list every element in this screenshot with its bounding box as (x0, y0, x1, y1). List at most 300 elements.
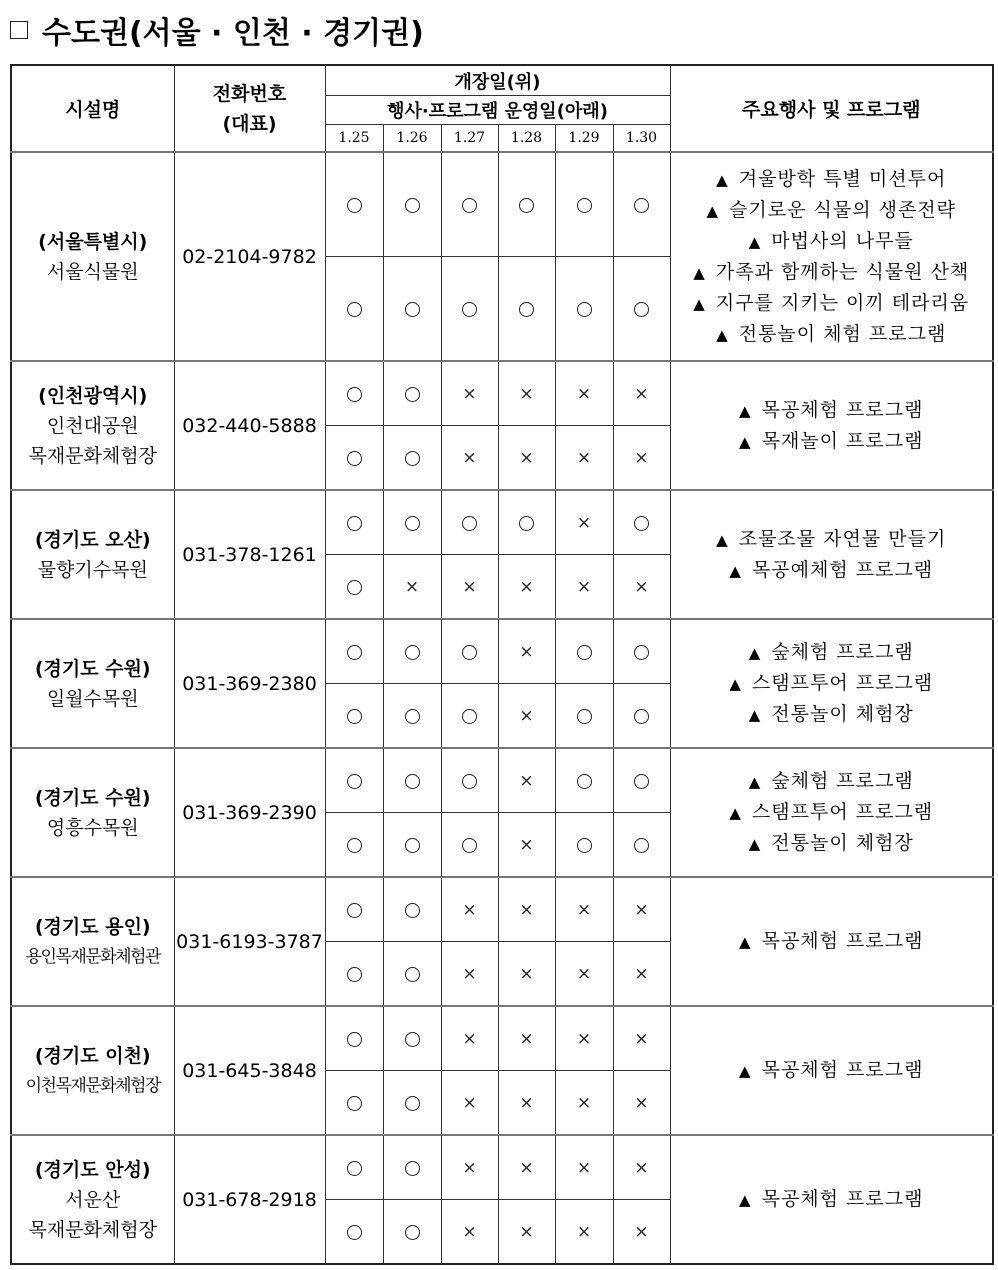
table-header (11, 65, 993, 152)
status-cell (441, 555, 498, 620)
status-cell (498, 555, 555, 620)
status-cell (441, 877, 498, 942)
program-item (671, 226, 993, 257)
triangle-bullet-icon: ▲ (729, 675, 742, 693)
status-cell (555, 1135, 613, 1200)
status-cell (325, 942, 383, 1007)
circle-open-icon (634, 302, 649, 317)
cross-closed-icon: × (576, 899, 592, 920)
status-cell (498, 942, 555, 1007)
circle-open-icon (519, 198, 534, 213)
cross-closed-icon: × (576, 1028, 592, 1049)
program-label: 목공체험 프로그램 (761, 1059, 924, 1081)
status-cell (441, 361, 498, 426)
circle-open-icon (462, 198, 477, 213)
triangle-bullet-icon: ▲ (739, 933, 752, 951)
facility-cell (11, 152, 174, 361)
cross-closed-icon: × (634, 447, 649, 468)
circle-open-icon (634, 838, 649, 853)
programs-cell (670, 619, 993, 748)
status-cell (325, 361, 383, 426)
status-cell (613, 426, 670, 491)
program-label: 조물조물 자연물 만들기 (738, 527, 947, 550)
programs-cell (670, 1135, 993, 1264)
page-title-text: 수도권(서울 · 인천 · 경기권) (42, 16, 424, 51)
cross-closed-icon: × (576, 1221, 592, 1242)
programs-cell (670, 152, 993, 361)
status-cell (613, 1200, 670, 1265)
status-cell (613, 813, 670, 878)
program-item (671, 926, 993, 957)
table-row (11, 1006, 993, 1071)
cross-closed-icon: × (519, 899, 534, 920)
triangle-bullet-icon: ▲ (739, 432, 752, 451)
program-item (671, 524, 993, 555)
circle-open-icon (577, 198, 592, 213)
circle-open-icon (347, 645, 362, 660)
status-cell (555, 748, 613, 813)
circle-open-icon (405, 1096, 420, 1111)
program-item (671, 1184, 993, 1215)
header-phone-line1: 전화번호 (212, 82, 287, 105)
facility-region: (경기도 오산) (34, 528, 151, 551)
status-cell (383, 555, 441, 620)
status-cell (613, 1135, 670, 1200)
cross-closed-icon: × (462, 1157, 477, 1178)
programs-cell (670, 361, 993, 490)
circle-open-icon (577, 774, 592, 789)
status-cell (383, 619, 441, 684)
circle-open-icon (462, 774, 477, 789)
header-date: 1.27 (441, 125, 498, 153)
cross-closed-icon: × (519, 641, 534, 662)
phone-cell: 031-645-3848 (174, 1006, 325, 1135)
status-cell (325, 257, 383, 362)
program-label: 겨울방학 특별 미션투어 (738, 167, 947, 190)
cross-closed-icon: × (462, 1028, 477, 1049)
table-row (11, 1135, 993, 1200)
circle-open-icon (519, 302, 534, 317)
status-cell (325, 619, 383, 684)
cross-closed-icon: × (634, 383, 649, 404)
facility-region: (경기도 수원) (34, 786, 151, 809)
status-cell (325, 490, 383, 555)
status-cell (498, 1135, 555, 1200)
status-cell (441, 619, 498, 684)
facility-name: 용인목재문화체험관 (25, 946, 160, 967)
circle-open-icon (405, 1225, 420, 1240)
phone-cell: 02-2104-9782 (174, 152, 325, 361)
circle-open-icon (405, 198, 420, 213)
status-cell (498, 490, 555, 555)
status-cell (555, 257, 613, 362)
status-cell (555, 555, 613, 620)
facility-region: (경기도 수원) (34, 657, 151, 680)
triangle-bullet-icon: ▲ (716, 325, 729, 344)
header-phone-line2: (대표) (222, 112, 277, 135)
cross-closed-icon: × (404, 576, 420, 597)
status-cell (613, 619, 670, 684)
status-cell (555, 361, 613, 426)
cross-closed-icon: × (576, 447, 592, 468)
status-cell (555, 152, 613, 257)
status-cell (613, 555, 670, 620)
circle-open-icon (519, 516, 534, 531)
circle-open-icon (405, 387, 420, 402)
circle-open-icon (347, 903, 362, 918)
header-date: 1.29 (555, 125, 613, 153)
program-item (671, 164, 993, 195)
status-cell (325, 684, 383, 749)
cross-closed-icon: × (519, 1028, 534, 1049)
status-cell (613, 490, 670, 555)
program-item (671, 668, 993, 699)
header-date: 1.30 (613, 125, 670, 153)
phone-cell: 031-369-2380 (174, 619, 325, 748)
circle-open-icon (634, 198, 649, 213)
cross-closed-icon: × (634, 1028, 649, 1049)
circle-open-icon (347, 709, 362, 724)
cross-closed-icon: × (519, 447, 534, 468)
circle-open-icon (347, 838, 362, 853)
facility-cell (11, 1135, 174, 1264)
phone-cell: 031-6193-3787 (174, 877, 325, 1006)
cross-closed-icon: × (462, 963, 477, 984)
status-cell (613, 1071, 670, 1136)
status-cell (325, 813, 383, 878)
triangle-bullet-icon: ▲ (729, 804, 742, 822)
facility-name: 이천목재문화체험장 (25, 1075, 160, 1096)
status-cell (555, 426, 613, 491)
triangle-bullet-icon: ▲ (748, 706, 762, 724)
facility-cell (11, 877, 174, 1006)
status-cell (555, 619, 613, 684)
cross-closed-icon: × (634, 899, 649, 920)
program-label: 목재놀이 프로그램 (761, 429, 924, 452)
cross-closed-icon: × (462, 447, 477, 468)
status-cell (555, 1071, 613, 1136)
status-cell (383, 152, 441, 257)
status-cell (441, 748, 498, 813)
status-cell (441, 490, 498, 555)
facility-name: 인천대공원 (46, 414, 139, 437)
circle-open-icon (577, 838, 592, 853)
status-cell (441, 426, 498, 491)
facility-name: 일월수목원 (46, 687, 139, 710)
triangle-bullet-icon: ▲ (739, 401, 752, 420)
status-cell (555, 684, 613, 749)
program-label: 전통놀이 체험 프로그램 (738, 322, 947, 345)
table-row (11, 619, 993, 684)
circle-open-icon (634, 516, 649, 531)
status-cell (555, 942, 613, 1007)
facility-cell (11, 1006, 174, 1135)
cross-closed-icon: × (634, 1092, 649, 1113)
cross-closed-icon: × (462, 899, 477, 920)
facility-name: 서울식물원 (46, 260, 139, 283)
program-item (671, 1055, 993, 1086)
circle-open-icon (405, 302, 420, 317)
triangle-bullet-icon: ▲ (716, 530, 729, 549)
cross-closed-icon: × (519, 705, 534, 726)
circle-open-icon (347, 774, 362, 789)
triangle-bullet-icon: ▲ (748, 773, 762, 791)
circle-open-icon (347, 967, 362, 982)
program-item (671, 257, 993, 288)
cross-closed-icon: × (576, 383, 592, 404)
circle-open-icon (462, 516, 477, 531)
cross-closed-icon: × (576, 576, 592, 597)
program-label: 목공체험 프로그램 (761, 1188, 924, 1210)
program-label: 가족과 함께하는 식물원 산책 (715, 260, 970, 283)
circle-open-icon (462, 709, 477, 724)
circle-open-icon (634, 774, 649, 789)
status-cell (325, 555, 383, 620)
header-date: 1.28 (498, 125, 555, 153)
circle-open-icon (577, 709, 592, 724)
facility-name-line2: 목재문화체험장 (28, 444, 157, 467)
circle-open-icon (405, 1161, 420, 1176)
status-cell (498, 684, 555, 749)
circle-open-icon (347, 580, 362, 595)
facility-region: (서울특별시) (38, 230, 148, 253)
programs-cell (670, 1006, 993, 1135)
circle-open-icon (405, 1032, 420, 1047)
facility-region: (경기도 용인) (34, 915, 151, 938)
header-programs: 주요행사 및 프로그램 (670, 65, 993, 152)
circle-open-icon (405, 903, 420, 918)
status-cell (613, 152, 670, 257)
header-date: 1.26 (383, 125, 441, 153)
phone-cell: 031-378-1261 (174, 490, 325, 619)
status-cell (325, 426, 383, 491)
program-item (671, 699, 993, 730)
status-cell (383, 1071, 441, 1136)
schedule-table (10, 64, 994, 1265)
circle-open-icon (634, 645, 649, 660)
program-item (671, 766, 993, 797)
circle-open-icon (462, 302, 477, 317)
cross-closed-icon: × (519, 1157, 534, 1178)
programs-cell (670, 748, 993, 877)
status-cell (498, 152, 555, 257)
status-cell (383, 1006, 441, 1071)
program-item (671, 288, 993, 319)
program-item (671, 395, 993, 426)
program-label: 마법사의 나무들 (771, 229, 914, 252)
status-cell (383, 361, 441, 426)
status-cell (498, 619, 555, 684)
status-cell (613, 257, 670, 362)
status-cell (498, 1071, 555, 1136)
phone-cell: 031-369-2390 (174, 748, 325, 877)
status-cell (498, 877, 555, 942)
circle-open-icon (405, 516, 420, 531)
status-cell (325, 748, 383, 813)
cross-closed-icon: × (576, 1092, 592, 1113)
status-cell (325, 1071, 383, 1136)
header-date: 1.25 (325, 125, 383, 153)
circle-open-icon (347, 451, 362, 466)
header-phone (174, 65, 325, 152)
cross-closed-icon: × (519, 770, 534, 791)
program-item (671, 828, 993, 859)
status-cell (383, 748, 441, 813)
program-label: 숲체험 프로그램 (771, 641, 914, 663)
status-cell (441, 257, 498, 362)
facility-cell (11, 619, 174, 748)
status-cell (383, 684, 441, 749)
status-cell (555, 490, 613, 555)
status-cell (441, 1135, 498, 1200)
status-cell (441, 684, 498, 749)
status-cell (498, 257, 555, 362)
status-cell (441, 1200, 498, 1265)
circle-open-icon (405, 709, 420, 724)
circle-open-icon (347, 198, 362, 213)
program-item (671, 319, 993, 350)
table-body (11, 152, 993, 1264)
triangle-bullet-icon: ▲ (739, 1191, 752, 1209)
circle-open-icon (347, 1161, 362, 1176)
cross-closed-icon: × (462, 1092, 477, 1113)
programs-cell (670, 877, 993, 1006)
header-open-days: 개장일(위) (325, 65, 670, 96)
status-cell (383, 257, 441, 362)
cross-closed-icon: × (462, 383, 477, 404)
status-cell (383, 942, 441, 1007)
cross-closed-icon: × (634, 1221, 649, 1242)
status-cell (613, 942, 670, 1007)
status-cell (441, 813, 498, 878)
cross-closed-icon: × (576, 963, 592, 984)
cross-closed-icon: × (519, 576, 534, 597)
program-label: 숲체험 프로그램 (771, 770, 914, 792)
status-cell (441, 1071, 498, 1136)
triangle-bullet-icon: ▲ (693, 294, 706, 313)
triangle-bullet-icon: ▲ (748, 232, 762, 251)
circle-open-icon (405, 774, 420, 789)
phone-cell: 032-440-5888 (174, 361, 325, 490)
status-cell (498, 748, 555, 813)
triangle-bullet-icon: ▲ (748, 644, 762, 662)
circle-open-icon (347, 1225, 362, 1240)
status-cell (498, 426, 555, 491)
program-label: 스탬프투어 프로그램 (751, 801, 934, 823)
status-cell (325, 1135, 383, 1200)
status-cell (383, 490, 441, 555)
cross-closed-icon: × (462, 1221, 477, 1242)
circle-open-icon (347, 1032, 362, 1047)
cross-closed-icon: × (634, 1157, 649, 1178)
status-cell (613, 1006, 670, 1071)
cross-closed-icon: × (634, 576, 649, 597)
status-cell (441, 1006, 498, 1071)
triangle-bullet-icon: ▲ (693, 263, 706, 282)
triangle-bullet-icon: ▲ (729, 561, 742, 580)
program-item (671, 195, 993, 226)
program-item (671, 426, 993, 457)
cross-closed-icon: × (519, 1092, 534, 1113)
status-cell (498, 361, 555, 426)
facility-region: (경기도 안성) (34, 1158, 151, 1181)
facility-cell (11, 361, 174, 490)
facility-name-line2: 목재문화체험장 (28, 1218, 157, 1241)
facility-region: (인천광역시) (38, 384, 148, 407)
cross-closed-icon: × (462, 576, 477, 597)
cross-closed-icon: × (519, 383, 534, 404)
program-label: 스탬프투어 프로그램 (751, 672, 934, 694)
status-cell (325, 1006, 383, 1071)
header-facility: 시설명 (11, 65, 174, 152)
status-cell (613, 877, 670, 942)
program-label: 전통놀이 체험장 (771, 703, 914, 725)
status-cell (613, 748, 670, 813)
triangle-bullet-icon: ▲ (706, 201, 720, 220)
status-cell (325, 877, 383, 942)
triangle-bullet-icon: ▲ (739, 1062, 752, 1080)
program-item (671, 555, 993, 586)
status-cell (441, 152, 498, 257)
status-cell (498, 813, 555, 878)
table-row (11, 748, 993, 813)
circle-open-icon (577, 645, 592, 660)
table-row (11, 877, 993, 942)
program-label: 목공체험 프로그램 (761, 398, 924, 421)
circle-open-icon (405, 838, 420, 853)
table-row (11, 361, 993, 426)
program-item (671, 797, 993, 828)
facility-region: (경기도 이천) (34, 1044, 151, 1067)
facility-name: 서운산 (65, 1188, 121, 1211)
status-cell (383, 1135, 441, 1200)
facility-cell (11, 748, 174, 877)
phone-cell: 031-678-2918 (174, 1135, 325, 1264)
cross-closed-icon: × (519, 834, 534, 855)
circle-open-icon (634, 709, 649, 724)
facility-name: 영흥수목원 (46, 816, 139, 839)
page-title (10, 8, 424, 52)
checkbox-square-icon (10, 21, 28, 39)
status-cell (498, 1006, 555, 1071)
circle-open-icon (577, 302, 592, 317)
status-cell (555, 1200, 613, 1265)
program-label: 전통놀이 체험장 (771, 832, 914, 854)
status-cell (383, 426, 441, 491)
programs-cell (670, 490, 993, 619)
program-label: 지구를 지키는 이끼 테라리움 (715, 291, 970, 314)
cross-closed-icon: × (576, 512, 592, 533)
status-cell (555, 813, 613, 878)
facility-cell (11, 490, 174, 619)
triangle-bullet-icon: ▲ (716, 170, 729, 189)
program-item (671, 637, 993, 668)
circle-open-icon (405, 967, 420, 982)
program-label: 목공체험 프로그램 (761, 930, 924, 952)
cross-closed-icon: × (576, 1157, 592, 1178)
circle-open-icon (462, 645, 477, 660)
circle-open-icon (347, 302, 362, 317)
cross-closed-icon: × (634, 963, 649, 984)
status-cell (441, 942, 498, 1007)
status-cell (325, 152, 383, 257)
circle-open-icon (347, 516, 362, 531)
circle-open-icon (405, 451, 420, 466)
circle-open-icon (347, 387, 362, 402)
table-row (11, 490, 993, 555)
header-program-days: 행사·프로그램 운영일(아래) (325, 96, 670, 125)
status-cell (325, 1200, 383, 1265)
